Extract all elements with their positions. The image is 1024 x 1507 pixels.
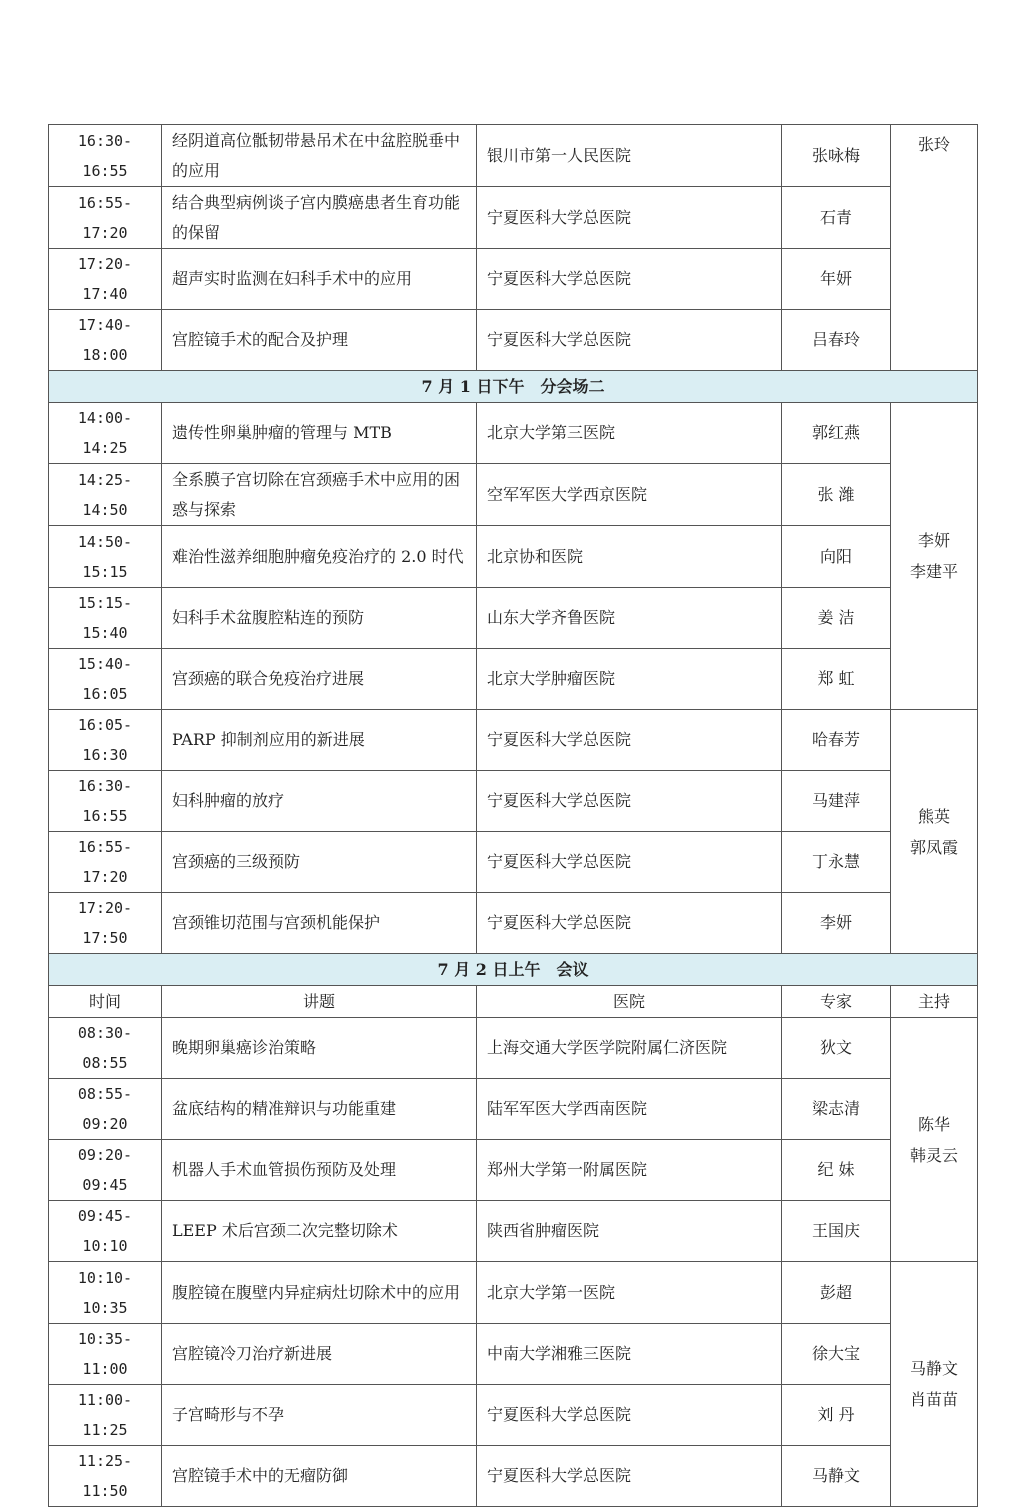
hospital-cell: 宁夏医科大学总医院 <box>477 1446 782 1507</box>
topic-cell: LEEP 术后宫颈二次完整切除术 <box>162 1201 477 1262</box>
expert-cell: 梁志清 <box>782 1079 891 1140</box>
hospital-cell: 宁夏医科大学总医院 <box>477 187 782 249</box>
expert-cell: 年妍 <box>782 249 891 310</box>
time-cell: 11:25-11:50 <box>49 1446 162 1507</box>
time-cell: 09:45-10:10 <box>49 1201 162 1262</box>
table-row <box>49 464 978 526</box>
topic-cell: 宫腔镜手术中的无瘤防御 <box>162 1446 477 1507</box>
host-cell <box>891 1018 978 1262</box>
table-row <box>49 832 978 893</box>
host-name: 李妍 <box>917 531 950 550</box>
table-row <box>49 1018 978 1079</box>
time-cell: 16:30-16:55 <box>49 771 162 832</box>
topic-cell: 经阴道高位骶韧带悬吊术在中盆腔脱垂中的应用 <box>162 125 477 187</box>
hospital-cell: 上海交通大学医学院附属仁济医院 <box>477 1018 782 1079</box>
time-cell: 14:50-15:15 <box>49 526 162 588</box>
hospital-cell: 中南大学湘雅三医院 <box>477 1324 782 1385</box>
table-row <box>49 1079 978 1140</box>
table-row <box>49 588 978 649</box>
expert-cell: 马静文 <box>782 1446 891 1507</box>
expert-cell: 狄文 <box>782 1018 891 1079</box>
time-cell: 14:00-14:25 <box>49 403 162 464</box>
table-row <box>49 1262 978 1324</box>
expert-cell: 吕春玲 <box>782 310 891 371</box>
topic-cell: 宫颈癌的联合免疫治疗进展 <box>162 649 477 710</box>
time-cell: 17:20-17:40 <box>49 249 162 310</box>
expert-cell: 刘 丹 <box>782 1385 891 1446</box>
table-row <box>49 1446 978 1507</box>
time-cell: 14:25-14:50 <box>49 464 162 526</box>
hospital-cell: 银川市第一人民医院 <box>477 125 782 187</box>
hospital-cell: 陕西省肿瘤医院 <box>477 1201 782 1262</box>
host-name: 肖苗苗 <box>909 1390 958 1409</box>
column-header-expert: 专家 <box>782 986 891 1018</box>
section-header <box>49 954 978 986</box>
table-row <box>49 125 978 187</box>
host-name: 李建平 <box>909 562 958 581</box>
topic-cell: 机器人手术血管损伤预防及处理 <box>162 1140 477 1201</box>
hospital-cell: 北京协和医院 <box>477 526 782 588</box>
hospital-cell: 空军军医大学西京医院 <box>477 464 782 526</box>
topic-cell: 妇科肿瘤的放疗 <box>162 771 477 832</box>
column-header-hospital: 医院 <box>477 986 782 1018</box>
expert-cell: 姜 洁 <box>782 588 891 649</box>
expert-cell: 李妍 <box>782 893 891 954</box>
table-row <box>49 710 978 771</box>
time-cell: 17:20-17:50 <box>49 893 162 954</box>
expert-cell: 马建萍 <box>782 771 891 832</box>
column-header-topic: 讲题 <box>162 986 477 1018</box>
time-cell: 09:20-09:45 <box>49 1140 162 1201</box>
hospital-cell: 宁夏医科大学总医院 <box>477 1385 782 1446</box>
host-name: 郭凤霞 <box>909 837 958 857</box>
table-row <box>49 249 978 310</box>
topic-cell: 盆底结构的精准辩识与功能重建 <box>162 1079 477 1140</box>
table-row <box>49 1324 978 1385</box>
host-name: 韩灵云 <box>909 1145 958 1165</box>
time-cell: 10:10-10:35 <box>49 1262 162 1324</box>
topic-cell: 结合典型病例谈子宫内膜癌患者生育功能的保留 <box>162 187 477 249</box>
host-name: 熊英 <box>917 806 950 826</box>
host-name: 陈华 <box>917 1114 950 1134</box>
topic-cell: 妇科手术盆腹腔粘连的预防 <box>162 588 477 649</box>
table-row <box>49 187 978 249</box>
host-cell <box>891 403 978 710</box>
table-row <box>49 1201 978 1262</box>
host-cell <box>891 710 978 954</box>
hospital-cell: 郑州大学第一附属医院 <box>477 1140 782 1201</box>
host-cell <box>891 125 978 371</box>
topic-cell: 宫腔镜手术的配合及护理 <box>162 310 477 371</box>
host-name: 张玲 <box>917 135 950 154</box>
topic-cell: 宫颈锥切范围与宫颈机能保护 <box>162 893 477 954</box>
section-title: 7 月 1 日下午 分会场二 <box>49 371 978 403</box>
table-row <box>49 310 978 371</box>
expert-cell: 郑 虹 <box>782 649 891 710</box>
table-row <box>49 893 978 954</box>
table-row <box>49 403 978 464</box>
time-cell: 16:05-16:30 <box>49 710 162 771</box>
time-cell: 15:40-16:05 <box>49 649 162 710</box>
column-header-host: 主持 <box>891 986 978 1018</box>
expert-cell: 彭超 <box>782 1262 891 1324</box>
section-title: 7 月 2 日上午 会议 <box>49 954 978 986</box>
hospital-cell: 宁夏医科大学总医院 <box>477 832 782 893</box>
section-header <box>49 371 978 403</box>
hospital-cell: 宁夏医科大学总医院 <box>477 310 782 371</box>
time-cell: 16:30-16:55 <box>49 125 162 187</box>
topic-cell: 子宫畸形与不孕 <box>162 1385 477 1446</box>
expert-cell: 徐大宝 <box>782 1324 891 1385</box>
expert-cell: 石青 <box>782 187 891 249</box>
topic-cell: 晚期卵巢癌诊治策略 <box>162 1018 477 1079</box>
table-row <box>49 1385 978 1446</box>
expert-cell: 哈春芳 <box>782 710 891 771</box>
topic-cell: 难治性滋养细胞肿瘤免疫治疗的 2.0 时代 <box>162 526 477 588</box>
schedule-table <box>48 124 978 1507</box>
time-cell: 10:35-11:00 <box>49 1324 162 1385</box>
topic-cell: PARP 抑制剂应用的新进展 <box>162 710 477 771</box>
hospital-cell: 宁夏医科大学总医院 <box>477 249 782 310</box>
expert-cell: 向阳 <box>782 526 891 588</box>
expert-cell: 王国庆 <box>782 1201 891 1262</box>
host-name: 马静文 <box>909 1359 958 1378</box>
time-cell: 08:55-09:20 <box>49 1079 162 1140</box>
hospital-cell: 宁夏医科大学总医院 <box>477 710 782 771</box>
host-cell <box>891 1262 978 1507</box>
table-row <box>49 1140 978 1201</box>
table-row <box>49 526 978 588</box>
time-cell: 16:55-17:20 <box>49 832 162 893</box>
topic-cell: 超声实时监测在妇科手术中的应用 <box>162 249 477 310</box>
topic-cell: 宫颈癌的三级预防 <box>162 832 477 893</box>
hospital-cell: 陆军军医大学西南医院 <box>477 1079 782 1140</box>
hospital-cell: 宁夏医科大学总医院 <box>477 771 782 832</box>
expert-cell: 纪 妹 <box>782 1140 891 1201</box>
topic-cell: 腹腔镜在腹壁内异症病灶切除术中的应用 <box>162 1262 477 1324</box>
column-header-row <box>49 986 978 1018</box>
time-cell: 16:55-17:20 <box>49 187 162 249</box>
hospital-cell: 宁夏医科大学总医院 <box>477 893 782 954</box>
topic-cell: 遗传性卵巢肿瘤的管理与 MTB <box>162 403 477 464</box>
hospital-cell: 北京大学第一医院 <box>477 1262 782 1324</box>
time-cell: 15:15-15:40 <box>49 588 162 649</box>
topic-cell: 全系膜子宫切除在宫颈癌手术中应用的困惑与探索 <box>162 464 477 526</box>
hospital-cell: 北京大学肿瘤医院 <box>477 649 782 710</box>
time-cell: 17:40-18:00 <box>49 310 162 371</box>
table-row <box>49 649 978 710</box>
hospital-cell: 北京大学第三医院 <box>477 403 782 464</box>
expert-cell: 张 潍 <box>782 464 891 526</box>
table-row <box>49 771 978 832</box>
column-header-time: 时间 <box>49 986 162 1018</box>
hospital-cell: 山东大学齐鲁医院 <box>477 588 782 649</box>
expert-cell: 郭红燕 <box>782 403 891 464</box>
time-cell: 11:00-11:25 <box>49 1385 162 1446</box>
expert-cell: 张咏梅 <box>782 125 891 187</box>
expert-cell: 丁永慧 <box>782 832 891 893</box>
time-cell: 08:30-08:55 <box>49 1018 162 1079</box>
topic-cell: 宫腔镜冷刀治疗新进展 <box>162 1324 477 1385</box>
